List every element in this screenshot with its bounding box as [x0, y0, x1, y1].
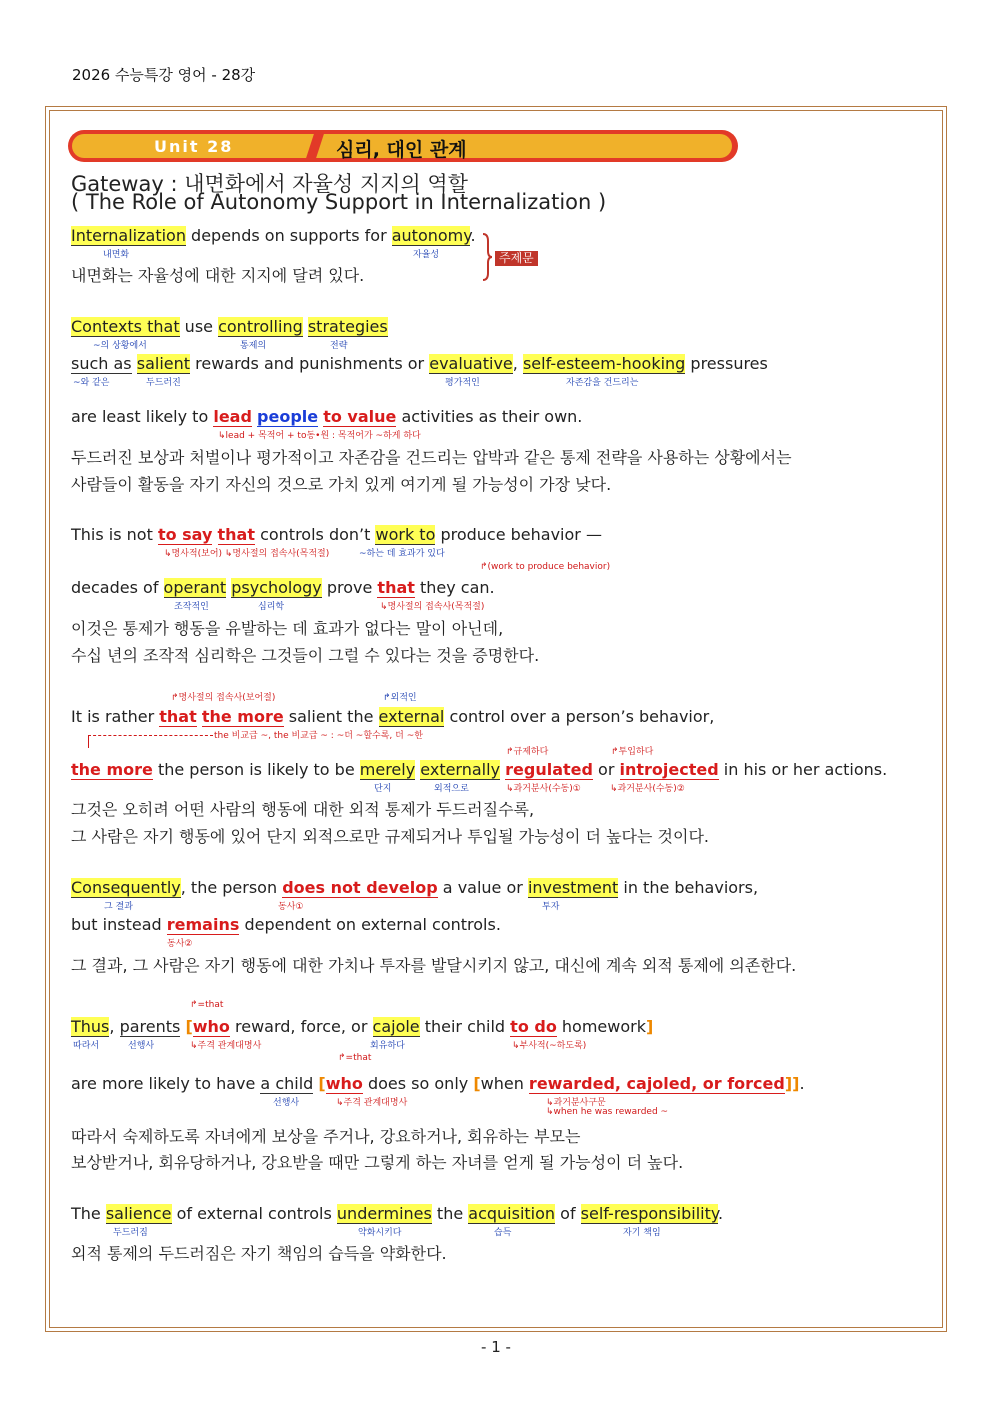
sentence-3-line-2: decades of operant psychology prove that they can.: [71, 578, 495, 597]
translation: 내면화는 자율성에 대한 지지에 달려 있다.: [71, 266, 365, 285]
grammar-note: 동사①: [278, 902, 304, 912]
comparative-connector: [88, 735, 213, 748]
grammar-note: ↱투입하다: [611, 747, 654, 757]
grammar-note: ↱(work to produce behavior): [480, 562, 611, 572]
gateway-title-ko: Gateway : 내면화에서 자율성 지지의 역할: [71, 172, 468, 196]
unit-banner: [68, 130, 738, 162]
topic-sentence-badge: 주제문: [495, 251, 538, 266]
unit-title: 심리, 대인 관계: [336, 139, 467, 161]
gloss: 자존감을 건드리는: [566, 378, 639, 388]
grammar-note: ↱규제하다: [506, 747, 549, 757]
translation: 보상받거나, 회유당하거나, 강요받을 때만 그렇게 하는 자녀를 얻게 될 가능성이 더 높다.: [71, 1153, 684, 1172]
grammar-note: ↳부사적(~하도록): [512, 1041, 587, 1051]
grammar-note: ↱=that: [338, 1053, 372, 1063]
grammar-note: ↳주격 관계대명사: [190, 1041, 262, 1051]
gloss: 습득: [494, 1228, 512, 1238]
sentence-1: Internalization depends on supports for autonomy.: [71, 226, 476, 245]
sentence-7: The salience of external controls undermines the acquisition of self-responsibility.: [71, 1204, 724, 1223]
gloss: ~의 상황에서: [93, 341, 147, 351]
translation: 그 결과, 그 사람은 자기 행동에 대한 가치나 투자를 발달시키지 않고, 대신에 계속 외적 통제에 의존한다.: [71, 956, 797, 975]
sentence-3-line-1: This is not to say that controls don’t work to produce behavior —: [71, 525, 602, 544]
grammar-note: ↳lead + 목적어 + to동•원 : 목적어가 ~하게 하다: [218, 431, 421, 441]
gloss: 자기 책임: [623, 1228, 661, 1238]
gloss: 전략: [330, 341, 348, 351]
gloss: 선행사: [128, 1041, 155, 1051]
gloss: 자율성: [413, 250, 440, 260]
grammar-note: 동사②: [167, 939, 193, 949]
translation: 외적 통제의 두드러짐은 자기 책임의 습득을 약화한다.: [71, 1244, 447, 1263]
sentence-2-line-2: such as salient rewards and punishments or evaluative, self-esteem-hooking pressures: [71, 354, 768, 373]
unit-label: Unit 28: [154, 137, 234, 156]
gloss: ~하는 데 효과가 있다: [359, 549, 445, 559]
gloss: ↱외적인: [383, 693, 417, 703]
grammar-note: ↱=that: [190, 1000, 224, 1010]
gloss: 내면화: [103, 250, 130, 260]
gloss: 그 결과: [104, 902, 133, 912]
translation: 그 사람은 자기 행동에 있어 단지 외적으로만 규제되거나 투입될 가능성이 더 높다는 것이다.: [71, 827, 709, 846]
gateway-title-en: ( The Role of Autonomy Support in Internalization ): [71, 190, 607, 214]
grammar-note: ↳과거분사(수동)②: [610, 784, 685, 794]
page-header: 2026 수능특강 영어 - 28강: [72, 66, 256, 84]
gloss: 외적으로: [434, 784, 469, 794]
gloss: 단지: [374, 784, 392, 794]
translation: 그것은 오히려 어떤 사람의 행동에 대한 외적 통제가 두드러질수록,: [71, 800, 535, 819]
grammar-note: ↳when he was rewarded ~: [546, 1107, 669, 1117]
translation: 이것은 통제가 행동을 유발하는 데 효과가 없다는 말이 아닌데,: [71, 619, 504, 638]
gloss: 두드러진: [146, 378, 181, 388]
grammar-note: the 비교급 ~, the 비교급 ~ : ~더 ~할수록, 더 ~한: [214, 731, 423, 741]
sentence-2-line-1: Contexts that use controlling strategies: [71, 317, 388, 336]
grammar-note: ↳과거분사구문: [546, 1098, 606, 1108]
sentence-6-line-1: Thus, parents [who reward, force, or cajole their child to do homework]: [71, 1017, 654, 1036]
gloss: 조작적인: [174, 602, 209, 612]
sentence-6-line-2: are more likely to have a child [who does so only [when rewarded, cajoled, or forced]].: [71, 1074, 805, 1093]
sentence-2-line-3: are least likely to lead people to value activities as their own.: [71, 407, 583, 426]
translation: 수십 년의 조작적 심리학은 그것들이 그럴 수 있다는 것을 증명한다.: [71, 646, 540, 665]
gloss: 선행사: [273, 1098, 300, 1108]
translation: 따라서 숙제하도록 자녀에게 보상을 주거나, 강요하거나, 회유하는 부모는: [71, 1127, 581, 1146]
topic-brace: [481, 233, 493, 281]
gloss: 평가적인: [445, 378, 480, 388]
gloss: 따라서: [73, 1041, 100, 1051]
gloss: 투자: [542, 902, 560, 912]
grammar-note: ↳과거분사(수동)①: [506, 784, 581, 794]
gloss: 회유하다: [370, 1041, 405, 1051]
translation: 두드러진 보상과 처벌이나 평가적이고 자존감을 건드리는 압박과 같은 통제 전략을 사용하는 상황에서는: [71, 448, 792, 467]
sentence-5-line-1: Consequently, the person does not develop a value or investment in the behaviors,: [71, 878, 759, 897]
sentence-4-line-2: the more the person is likely to be merely externally regulated or introjected in his or her actions.: [71, 760, 888, 779]
grammar-note: ↳명사적(보어) ↳명사절의 접속사(목적절): [164, 549, 330, 559]
gloss: ~와 같은: [73, 378, 110, 388]
grammar-note: ↳주격 관계대명사: [336, 1098, 408, 1108]
gloss: 두드러짐: [113, 1228, 148, 1238]
page-number: - 1 -: [481, 1338, 511, 1356]
sentence-5-line-2: but instead remains dependent on external controls.: [71, 915, 501, 934]
grammar-note: ↳명사절의 접속사(목적절): [380, 602, 485, 612]
translation: 사람들이 활동을 자기 자신의 것으로 가치 있게 여기게 될 가능성이 가장 낮다.: [71, 475, 612, 494]
gloss: 심리학: [258, 602, 285, 612]
sentence-4-line-1: It is rather that the more salient the external control over a person’s behavior,: [71, 707, 715, 726]
gloss: 통제의: [240, 341, 267, 351]
grammar-note: ↱명사절의 접속사(보어절): [171, 693, 276, 703]
gloss: 약화시키다: [358, 1228, 402, 1238]
